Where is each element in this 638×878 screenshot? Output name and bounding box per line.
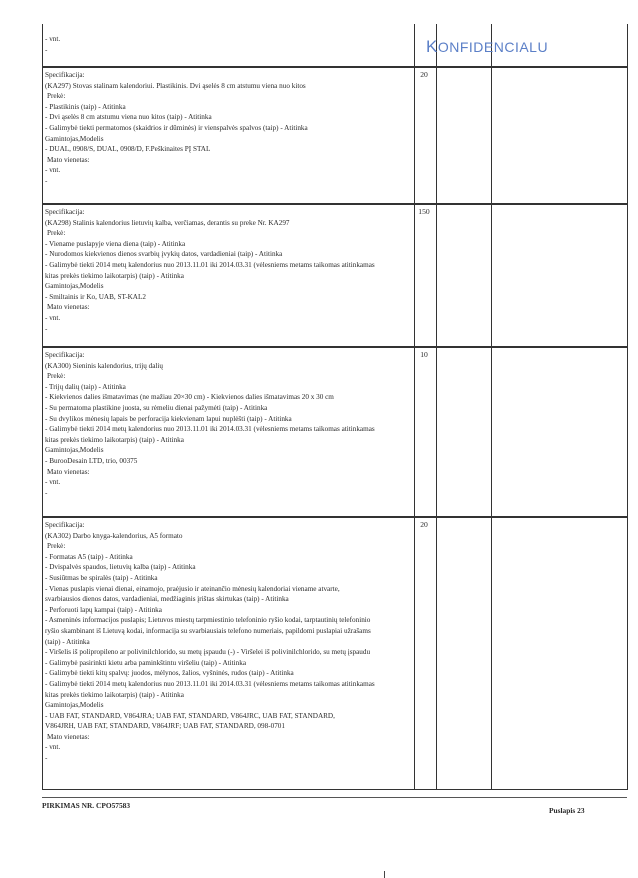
text-line: kitas prekės tiekimo laikotarpis) (taip) - Atitinka xyxy=(45,690,184,699)
text-line: - Plastikinis (taip) - Atitinka xyxy=(45,102,126,111)
spec-cell-ka298 xyxy=(45,207,430,334)
text-line: - Vienas puslapis vienai dienai, einamojo, praėjusio ir ateinančio mėnesių kalendoriai viename atvarte, xyxy=(45,584,340,593)
text-line: svarbiausios dienos datos, vardadieniai, medžiaginis įrištas skirtukas (taip) - Atitinka xyxy=(45,595,289,604)
text-line: - Galimybė tiekti 2014 metų kalendorius nuo 2013.11.01 iki 2014.03.31 (vėlesniems metams taikomas atitinkamas xyxy=(45,425,375,434)
spec-cell-ka300 xyxy=(45,350,430,498)
text-line: - Viename puslapyje viena diena (taip) - Atitinka xyxy=(45,239,186,248)
scan-mark xyxy=(384,871,385,878)
row-separator xyxy=(42,516,627,518)
row-separator xyxy=(42,346,627,348)
text-line: - xyxy=(45,754,48,763)
page-number: Puslapis 23 xyxy=(549,806,585,815)
text-line: - DUAL, 0908/S, DUAL, 0908/D, F.Peškinaites PĮ STAL xyxy=(45,145,211,154)
text-line: (taip) - Atitinka xyxy=(45,637,90,646)
table-border-left xyxy=(42,24,43,790)
text-line: Prekė: xyxy=(47,92,66,101)
quantity-ka297: 20 xyxy=(420,70,428,79)
text-line: V864JRH, UAB FAT, STANDARD, V864JRF; UAB FAT, STANDARD, 098-0701 xyxy=(45,722,285,731)
text-line: kitas prekės tiekimo laikotarpis) (taip) - Atitinka xyxy=(45,271,184,280)
row-separator xyxy=(42,66,627,68)
spec-cell-ka302 xyxy=(45,520,430,764)
text-line: - Galimybė tiekti 2014 metų kalendorius nuo 2013.11.01 iki 2014.03.31 (vėlesniems metams taikomas atitinkamas xyxy=(45,260,375,269)
text-line: - xyxy=(45,324,48,333)
text-line: - Trijų dalių (taip) - Atitinka xyxy=(45,382,126,391)
text-line: kitas prekės tiekimo laikotarpis) (taip) - Atitinka xyxy=(45,435,184,444)
text-line: - Smiltainis ir Ko, UAB, ST-KAL2 xyxy=(45,292,146,301)
text-line: Mato vienetas: xyxy=(47,155,90,164)
text-line: - Kiekvienos dalies išmatavimas (ne mažiau 20×30 cm) - Kiekvienos dalies išmatavimas 20 x 30 cm xyxy=(45,393,334,402)
quantity-ka300: 10 xyxy=(420,350,428,359)
text-line: - Su permatoma plastikine juosta, su rėmeliu dienai pažymėti (taip) - Atitinka xyxy=(45,403,268,412)
table-bottom-border xyxy=(42,789,627,790)
row-separator xyxy=(42,203,627,205)
column-divider-price xyxy=(436,24,437,790)
footer-divider xyxy=(42,797,627,798)
text-line: Prekė: xyxy=(47,542,66,551)
table-border-right xyxy=(627,24,628,790)
text-line: - Asmeninės informacijos puslapis; Lietuvos miestų tarpmiestinio telefoninio ryšio kodai, tarptautinių telefoninio xyxy=(45,616,371,625)
text-line: - UAB FAT, STANDARD, V864JRA; UAB FAT, STANDARD, V864JRC, UAB FAT, STANDARD, xyxy=(45,711,335,720)
text-line: Prekė: xyxy=(47,372,66,381)
text-line: Gamintojas,Modelis xyxy=(45,701,104,710)
text-line: Gamintojas,Modelis xyxy=(45,282,104,291)
text-line: (KA297) Stovas stalinam kalendoriui. Plastikinis. Dvi ąselės 8 cm atstumu viena nuo kitos xyxy=(45,81,306,90)
quantity-ka302: 20 xyxy=(420,520,428,529)
text-line: - vnt. xyxy=(45,313,61,322)
text-line: Specifikacija: xyxy=(45,351,85,359)
text-line: - Galimybė tiekti 2014 metų kalendorius nuo 2013.11.01 iki 2014.03.31 (vėlesniems metams taikomas atitinkamas xyxy=(45,679,375,688)
text-line: - Formatas A5 (taip) - Atitinka xyxy=(45,552,133,561)
text-line: Specifikacija: xyxy=(45,208,85,216)
text-line: Mato vienetas: xyxy=(47,303,90,312)
text-line: ryšio skambinant iš Lietuvą kodai, informacija su svarbiausiais telefono numeriais, papildomi puslapiai užrašams xyxy=(45,626,371,635)
text-line: - Galimybė tiekti kitų spalvų: juodos, mėlynos, žalios, vyšninės, rudos (taip) - Atitinka xyxy=(45,669,294,678)
text-line: (KA302) Darbo knyga-kalendorius, A5 formato xyxy=(45,531,183,540)
text-line: - vnt. xyxy=(45,166,61,175)
text-line: Mato vienetas: xyxy=(47,467,90,476)
text-line: - xyxy=(45,176,48,185)
text-line: Gamintojas,Modelis xyxy=(45,446,104,455)
text-line: - Dvispalvės spaudos, lietuvių kalba (taip) - Atitinka xyxy=(45,563,196,572)
text-line: - xyxy=(45,488,48,497)
text-line: - vnt. xyxy=(45,743,61,752)
quantity-ka298: 150 xyxy=(418,207,430,216)
text-line: - xyxy=(45,45,48,54)
spec-cell-ka297 xyxy=(45,70,430,187)
text-line: - BurooDesain LTD, trio, 00375 xyxy=(45,456,138,465)
text-line: - vnt. xyxy=(45,35,61,43)
text-line: - Perforuoti lapų kampai (taip) - Atitinka xyxy=(45,605,162,614)
stamp-text: ONFIDENCIALU xyxy=(437,39,549,55)
text-line: - vnt. xyxy=(45,478,61,487)
text-line: - Nurodomos kiekvienos dienos svarbių įvykių datos, vardadieniai (taip) - Atitinka xyxy=(45,250,283,259)
text-line: (KA300) Sieninis kalendorius, trijų dalių xyxy=(45,361,163,370)
stamp-initial: K xyxy=(426,37,438,56)
text-line: Mato vienetas: xyxy=(47,732,90,741)
text-line: - Dvi ąselės 8 cm atstumu viena nuo kitos (taip) - Atitinka xyxy=(45,113,212,122)
text-line: - Galimybė pasirinkti kietu arba paminkštintu viršeliu (taip) - Atitinka xyxy=(45,658,247,667)
confidential-stamp xyxy=(426,37,548,57)
text-line: Specifikacija: xyxy=(45,521,85,529)
text-line: - Galimybė tiekti permatomos (skaidrios ir dūminės) ir vienspalvės spalvos (taip) - Atitinka xyxy=(45,123,308,132)
text-line: - Viršelis iš polipropileno ar polivinilchlorido, su metų įspaudu (-) - Viršelei iš polivinilchlorido, su metų įspaudu xyxy=(45,648,371,657)
text-line: Specifikacija: xyxy=(45,71,85,79)
text-line: - Susiūtmas be spiralės (taip) - Atitinka xyxy=(45,573,158,582)
column-divider-total xyxy=(491,24,492,790)
procurement-number: PIRKIMAS NR. CPO57583 xyxy=(42,801,131,810)
text-line: Gamintojas,Modelis xyxy=(45,134,104,143)
text-line: Prekė: xyxy=(47,229,66,238)
text-line: (KA298) Stalinis kalendorius lietuvių kalba, verčiamas, derantis su preke Nr. KA297 xyxy=(45,218,290,227)
carryover-block xyxy=(45,34,430,55)
text-line: - Su dvylikos mėnesių lapais be perforacija kiekvienam lapui nuplėšti (taip) - Atitinka xyxy=(45,414,292,423)
